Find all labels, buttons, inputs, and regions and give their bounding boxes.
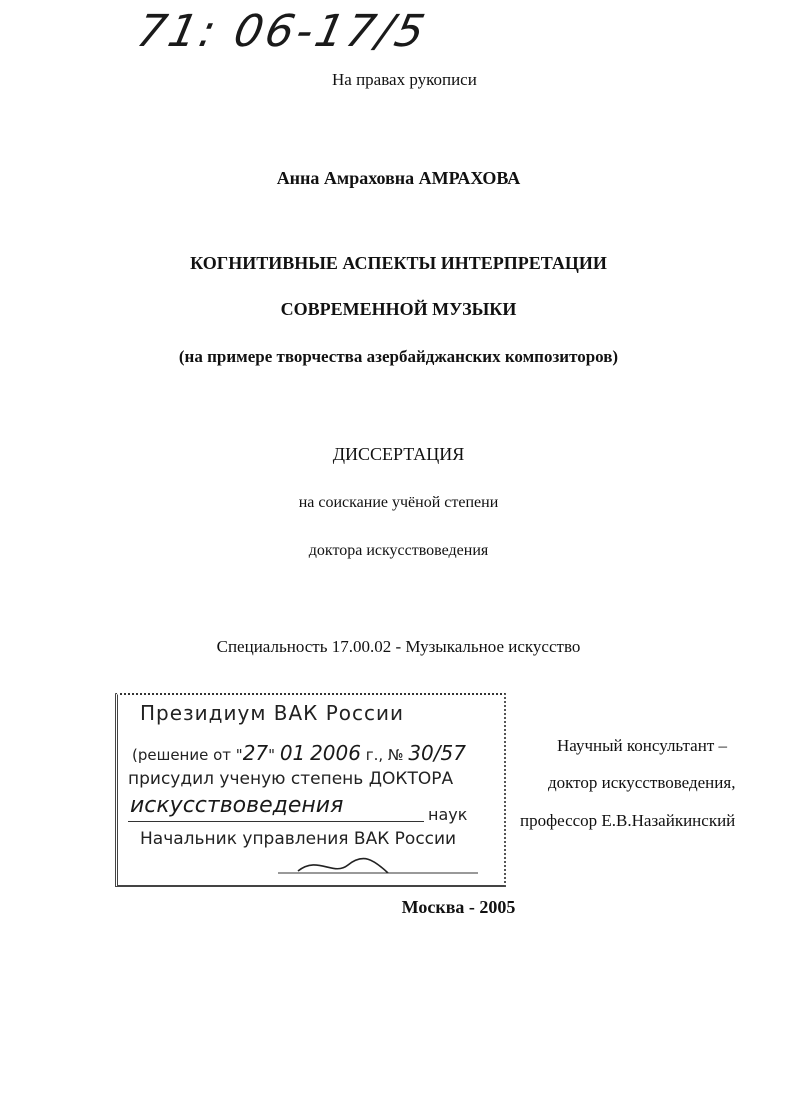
consultant-label: Научный консультант – — [557, 736, 727, 755]
stamp-decision-number-label: г., № — [365, 746, 404, 764]
stamp-title: Президиум ВАК России — [140, 701, 405, 725]
stamp-field-underline — [128, 821, 424, 822]
stamp-field-handwritten: искусствоведения — [130, 793, 344, 818]
degree-line-2: доктора искусствоведения — [308, 542, 489, 559]
catalog-number: 71: 06-17/5 — [132, 6, 432, 57]
stamp-decision: (решение от "27" 01 2006 г., № 30/57 — [132, 741, 466, 765]
stamp-decision-month: 01 — [279, 741, 306, 765]
stamp-decision-day: 27 — [242, 741, 269, 765]
specialty: Специальность 17.00.02 - Музыкальное искусство — [216, 637, 581, 656]
stamp-awarded-label: присудил ученую степень ДОКТОРА — [128, 769, 454, 789]
author-name: Анна Амраховна АМРАХОВА — [276, 168, 521, 188]
consultant-degree: доктор искусствоведения, — [548, 773, 736, 792]
title-subtitle: (на примере творчества азербайджанских композиторов) — [178, 347, 619, 366]
stamp-signature — [278, 851, 488, 881]
consultant-name: профессор Е.В.Назайкинский — [520, 811, 736, 830]
title-line-1: КОГНИТИВНЫЕ АСПЕКТЫ ИНТЕРПРЕТАЦИИ — [190, 253, 607, 273]
stamp-decision-year-suffix: 06 — [335, 741, 361, 765]
city-year: Москва - 2005 — [401, 897, 516, 917]
stamp-decision-prefix: (решение от " — [132, 746, 243, 764]
stamp-decision-year-prefix: 20 — [310, 741, 336, 765]
stamp-science-suffix: наук — [428, 805, 468, 824]
title-line-2: СОВРЕМЕННОЙ МУЗЫКИ — [280, 299, 517, 319]
manuscript-note: На правах рукописи — [332, 70, 477, 89]
document-type: ДИССЕРТАЦИЯ — [332, 444, 465, 464]
degree-line-1: на соискание учёной степени — [298, 494, 499, 511]
vak-stamp — [115, 693, 506, 887]
stamp-decision-number: 30/57 — [408, 741, 466, 765]
stamp-chief-label: Начальник управления ВАК России — [140, 829, 457, 849]
